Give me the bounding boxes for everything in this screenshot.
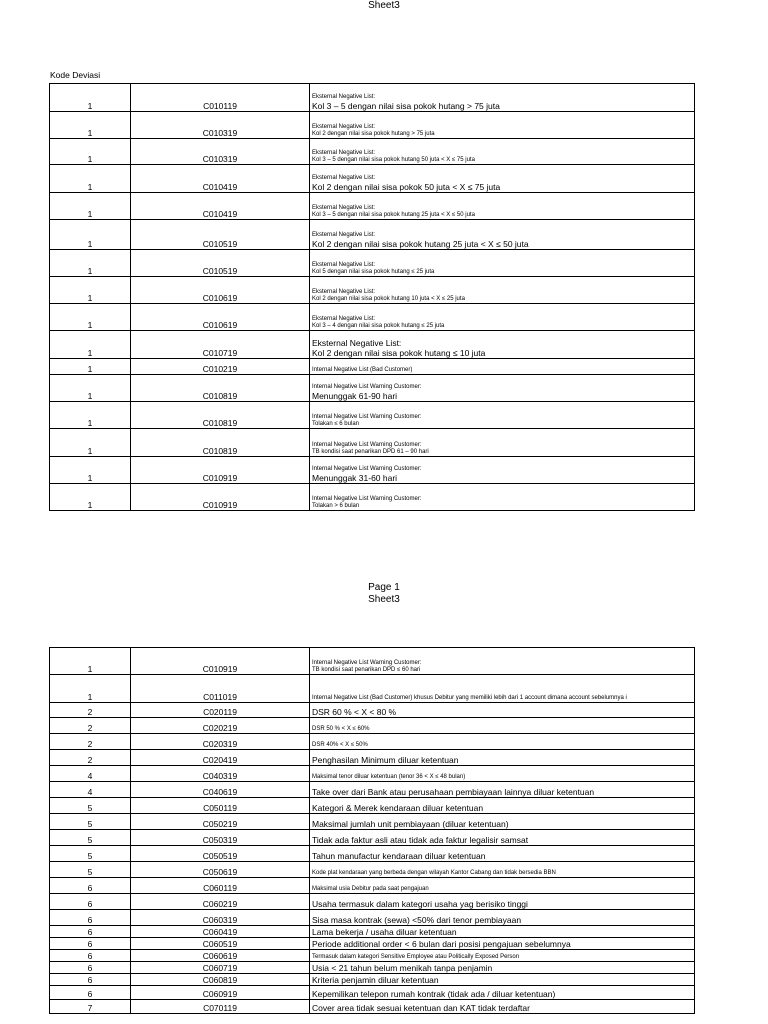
deviation-code-cell: C010519 bbox=[131, 250, 310, 277]
row-number-cell: 6 bbox=[50, 974, 131, 986]
table-row bbox=[50, 798, 695, 814]
table-row bbox=[50, 862, 695, 878]
description-line-1: Eksternal Negative List: bbox=[312, 205, 376, 211]
description-cell bbox=[310, 750, 695, 766]
table-row bbox=[50, 986, 695, 1000]
row-number-cell: 6 bbox=[50, 878, 131, 894]
description-cell bbox=[310, 878, 695, 894]
deviation-code-cell: C060919 bbox=[131, 986, 310, 1000]
row-number-cell: 1 bbox=[50, 304, 131, 331]
description-line-2: Kol 3 – 5 dengan nilai sisa pokok hutang > 75 juta bbox=[312, 101, 500, 111]
description-cell bbox=[310, 950, 695, 962]
row-number-cell: 6 bbox=[50, 894, 131, 910]
description-line-1: Internal Negative List (Bad Customer) bbox=[312, 367, 413, 373]
description-line-1: Periode additional order < 6 bulan dari posisi pengajuan sebelumnya bbox=[312, 939, 571, 949]
deviation-code-cell: C010619 bbox=[131, 277, 310, 304]
table-row bbox=[50, 950, 695, 962]
row-number-cell: 1 bbox=[50, 675, 131, 703]
deviation-code-cell: C010219 bbox=[131, 359, 310, 375]
description-line-1: Internal Negative List Warning Customer: bbox=[312, 660, 422, 666]
description-cell bbox=[310, 734, 695, 750]
table-row bbox=[50, 878, 695, 894]
deviation-code-cell: C010319 bbox=[131, 139, 310, 165]
description-cell bbox=[310, 220, 695, 250]
description-line-1: Internal Negative List Warning Customer: bbox=[312, 384, 422, 390]
row-number-cell: 6 bbox=[50, 938, 131, 950]
description-line-1: Usaha termasuk dalam kategori usaha yag berisiko tinggi bbox=[312, 899, 528, 909]
deviation-code-cell: C050119 bbox=[131, 798, 310, 814]
description-line-1: Internal Negative List Warning Customer: bbox=[312, 442, 422, 448]
deviation-code-cell: C060519 bbox=[131, 938, 310, 950]
table-row bbox=[50, 331, 695, 359]
deviation-code-cell: C060119 bbox=[131, 878, 310, 894]
description-line-1: DSR 40% < X ≤ 50% bbox=[312, 742, 368, 748]
row-number-cell: 1 bbox=[50, 277, 131, 304]
table-row bbox=[50, 402, 695, 429]
row-number-cell: 2 bbox=[50, 750, 131, 766]
deviation-code-cell: C010819 bbox=[131, 402, 310, 429]
row-number-cell: 1 bbox=[50, 165, 131, 193]
description-cell bbox=[310, 484, 695, 511]
row-number-cell: 6 bbox=[50, 962, 131, 974]
description-line-1: Internal Negative List Warning Customer: bbox=[312, 466, 422, 472]
deviation-table-page-1 bbox=[49, 83, 695, 511]
description-line-1: Internal Negative List (Bad Customer) khusus Debitur yang memiliki lebih dari 1 account dimana account sebelumnya i bbox=[312, 695, 627, 701]
table-row bbox=[50, 429, 695, 457]
deviation-code-cell: C010419 bbox=[131, 165, 310, 193]
description-cell bbox=[310, 402, 695, 429]
description-line-1: Eksternal Negative List: bbox=[312, 316, 376, 322]
description-cell bbox=[310, 359, 695, 375]
row-number-cell: 2 bbox=[50, 734, 131, 750]
description-cell bbox=[310, 165, 695, 193]
description-line-2: Kol 2 dengan nilai sisa pokok hutang 25 juta < X ≤ 50 juta bbox=[312, 239, 529, 249]
description-line-2: Kol 5 dengan nilai sisa pokok hutang ≤ 25 juta bbox=[312, 269, 435, 275]
description-cell bbox=[310, 862, 695, 878]
description-line-1: Termasuk dalam kategori Sensitive Employee atau Politically Exposed Person bbox=[312, 954, 520, 960]
row-number-cell: 1 bbox=[50, 220, 131, 250]
table-row bbox=[50, 782, 695, 798]
description-line-1: Kriteria penjamin diluar ketentuan bbox=[312, 975, 439, 985]
description-line-1: DSR 50 % < X ≤ 60% bbox=[312, 726, 370, 732]
table-row bbox=[50, 277, 695, 304]
deviation-code-cell: C010619 bbox=[131, 304, 310, 331]
deviation-code-cell: C060319 bbox=[131, 910, 310, 926]
row-number-cell: 6 bbox=[50, 986, 131, 1000]
deviation-code-cell: C060219 bbox=[131, 894, 310, 910]
description-cell bbox=[310, 830, 695, 846]
deviation-code-cell: C010919 bbox=[131, 457, 310, 484]
table-row bbox=[50, 910, 695, 926]
table-row bbox=[50, 193, 695, 220]
description-cell bbox=[310, 675, 695, 703]
table-row bbox=[50, 750, 695, 766]
sheet-title-2: Sheet3 bbox=[368, 594, 400, 605]
description-line-2: Kol 2 dengan nilai sisa pokok 50 juta < X ≤ 75 juta bbox=[312, 182, 501, 192]
table-row bbox=[50, 846, 695, 862]
description-cell bbox=[310, 375, 695, 402]
deviation-code-cell: C070119 bbox=[131, 1000, 310, 1014]
deviation-code-cell: C010819 bbox=[131, 429, 310, 457]
description-line-1: Usia < 21 tahun belum menikah tanpa penjamin bbox=[312, 963, 493, 973]
deviation-code-cell: C040619 bbox=[131, 782, 310, 798]
deviation-code-cell: C060619 bbox=[131, 950, 310, 962]
description-cell bbox=[310, 112, 695, 139]
description-cell bbox=[310, 766, 695, 782]
deviation-code-cell: C020219 bbox=[131, 718, 310, 734]
deviation-code-cell: C010819 bbox=[131, 375, 310, 402]
row-number-cell: 5 bbox=[50, 814, 131, 830]
table-row bbox=[50, 220, 695, 250]
deviation-code-cell: C050519 bbox=[131, 846, 310, 862]
description-cell bbox=[310, 304, 695, 331]
row-number-cell: 1 bbox=[50, 250, 131, 277]
table-row bbox=[50, 84, 695, 112]
description-cell bbox=[310, 962, 695, 974]
table-row bbox=[50, 830, 695, 846]
description-line-2: Kol 2 dengan nilai sisa pokok hutang > 75 juta bbox=[312, 131, 435, 137]
row-number-cell: 1 bbox=[50, 429, 131, 457]
description-cell bbox=[310, 84, 695, 112]
description-line-1: Tahun manufactur kendaraan diluar ketentuan bbox=[312, 851, 486, 861]
description-line-1: Eksternal Negative List: bbox=[312, 150, 376, 156]
description-line-1: Take over dari Bank atau perusahaan pembiayaan lainnya diluar ketentuan bbox=[312, 787, 595, 797]
table-row bbox=[50, 675, 695, 703]
row-number-cell: 1 bbox=[50, 484, 131, 511]
table-row bbox=[50, 165, 695, 193]
deviation-code-cell: C010919 bbox=[131, 484, 310, 511]
description-line-2: Menunggak 61-90 hari bbox=[312, 391, 398, 401]
description-line-1: Tidak ada faktur asli atau tidak ada faktur legalisir samsat bbox=[312, 835, 529, 845]
row-number-cell: 4 bbox=[50, 766, 131, 782]
description-line-1: DSR 60 % < X < 80 % bbox=[312, 707, 397, 717]
row-number-cell: 5 bbox=[50, 798, 131, 814]
deviation-table-page-2 bbox=[49, 647, 695, 1014]
deviation-code-cell: C010719 bbox=[131, 331, 310, 359]
description-cell bbox=[310, 139, 695, 165]
deviation-code-cell: C010119 bbox=[131, 84, 310, 112]
description-cell bbox=[310, 703, 695, 718]
row-number-cell: 4 bbox=[50, 782, 131, 798]
description-cell bbox=[310, 1000, 695, 1014]
row-number-cell: 5 bbox=[50, 862, 131, 878]
row-number-cell: 1 bbox=[50, 84, 131, 112]
deviation-code-cell: C020319 bbox=[131, 734, 310, 750]
description-line-2: Kol 3 – 4 dengan nilai sisa pokok hutang ≤ 25 juta bbox=[312, 323, 445, 329]
table-row bbox=[50, 139, 695, 165]
description-cell bbox=[310, 974, 695, 986]
description-line-1: Cover area tidak sesuai ketentuan dan KAT tidak terdaftar bbox=[312, 1003, 530, 1013]
description-cell bbox=[310, 277, 695, 304]
deviation-code-cell: C011019 bbox=[131, 675, 310, 703]
description-line-1: Kode plat kendaraan yang berbeda dengan wilayah Kantor Cabang dan tidak bersedia BBN bbox=[312, 870, 556, 876]
table-row bbox=[50, 484, 695, 511]
table-row bbox=[50, 648, 695, 675]
row-number-cell: 1 bbox=[50, 648, 131, 675]
deviation-code-cell: C010319 bbox=[131, 112, 310, 139]
deviation-code-cell: C060419 bbox=[131, 926, 310, 938]
table-row bbox=[50, 926, 695, 938]
description-cell bbox=[310, 648, 695, 675]
description-line-1: Kategori & Merek kendaraan diluar ketentuan bbox=[312, 803, 484, 813]
description-line-1: Lama bekerja / usaha diluar ketentuan bbox=[312, 927, 457, 937]
row-number-cell: 1 bbox=[50, 375, 131, 402]
description-line-1: Eksternal Negative List: bbox=[312, 94, 376, 100]
description-cell bbox=[310, 798, 695, 814]
description-cell bbox=[310, 193, 695, 220]
table-row bbox=[50, 814, 695, 830]
table-row bbox=[50, 962, 695, 974]
description-line-1: Maksimal tenor diluar ketentuan (tenor 36 < X ≤ 48 bulan) bbox=[312, 774, 466, 780]
table-row bbox=[50, 718, 695, 734]
deviation-code-cell: C050219 bbox=[131, 814, 310, 830]
table-row bbox=[50, 250, 695, 277]
deviation-code-cell: C050319 bbox=[131, 830, 310, 846]
description-line-2: Tolakan ≤ 6 bulan bbox=[312, 421, 359, 427]
row-number-cell: 2 bbox=[50, 718, 131, 734]
description-cell bbox=[310, 250, 695, 277]
deviation-code-cell: C010519 bbox=[131, 220, 310, 250]
description-cell bbox=[310, 814, 695, 830]
description-line-2: Kol 3 – 5 dengan nilai sisa pokok hutang 50 juta < X ≤ 75 juta bbox=[312, 157, 475, 163]
deviation-code-cell: C010919 bbox=[131, 648, 310, 675]
description-cell bbox=[310, 331, 695, 359]
row-number-cell: 1 bbox=[50, 112, 131, 139]
row-number-cell: 2 bbox=[50, 703, 131, 718]
description-cell bbox=[310, 718, 695, 734]
description-line-1: Eksternal Negative List: bbox=[312, 338, 402, 348]
table-row bbox=[50, 894, 695, 910]
description-cell bbox=[310, 457, 695, 484]
table-row bbox=[50, 734, 695, 750]
table-row bbox=[50, 974, 695, 986]
description-line-1: Maksimal jumlah unit pembiayaan (diluar ketentuan) bbox=[312, 819, 509, 829]
description-cell bbox=[310, 938, 695, 950]
table-row bbox=[50, 359, 695, 375]
table-row bbox=[50, 938, 695, 950]
table-row bbox=[50, 457, 695, 484]
description-cell bbox=[310, 429, 695, 457]
description-line-1: Eksternal Negative List: bbox=[312, 289, 376, 295]
description-cell bbox=[310, 926, 695, 938]
deviation-code-cell: C060719 bbox=[131, 962, 310, 974]
row-number-cell: 6 bbox=[50, 950, 131, 962]
description-cell bbox=[310, 910, 695, 926]
table-caption: Kode Deviasi bbox=[50, 70, 101, 80]
description-cell bbox=[310, 782, 695, 798]
row-number-cell: 1 bbox=[50, 457, 131, 484]
deviation-code-cell: C040319 bbox=[131, 766, 310, 782]
row-number-cell: 1 bbox=[50, 193, 131, 220]
table-row bbox=[50, 375, 695, 402]
table-row bbox=[50, 766, 695, 782]
table-row bbox=[50, 304, 695, 331]
table-row bbox=[50, 1000, 695, 1014]
page-number: Page 1 bbox=[368, 582, 400, 593]
description-line-1: Eksternal Negative List: bbox=[312, 232, 376, 238]
description-line-2: Kol 2 dengan nilai sisa pokok hutang 10 juta < X ≤ 25 juta bbox=[312, 296, 465, 302]
row-number-cell: 1 bbox=[50, 402, 131, 429]
description-cell bbox=[310, 894, 695, 910]
row-number-cell: 1 bbox=[50, 139, 131, 165]
description-cell bbox=[310, 986, 695, 1000]
description-line-2: Tolakan > 6 bulan bbox=[312, 503, 360, 509]
description-cell bbox=[310, 846, 695, 862]
table-row bbox=[50, 112, 695, 139]
row-number-cell: 5 bbox=[50, 830, 131, 846]
description-line-2: Kol 2 dengan nilai sisa pokok hutang ≤ 10 juta bbox=[312, 348, 486, 358]
deviation-code-cell: C020119 bbox=[131, 703, 310, 718]
row-number-cell: 1 bbox=[50, 331, 131, 359]
description-line-1: Eksternal Negative List: bbox=[312, 175, 376, 181]
table-row bbox=[50, 703, 695, 718]
row-number-cell: 7 bbox=[50, 1000, 131, 1014]
description-line-1: Maksimal usia Debitur pada saat pengajuan bbox=[312, 886, 429, 892]
description-line-2: Kol 3 – 5 dengan nilai sisa pokok hutang 25 juta < X ≤ 50 juta bbox=[312, 212, 475, 218]
row-number-cell: 6 bbox=[50, 910, 131, 926]
deviation-code-cell: C050619 bbox=[131, 862, 310, 878]
description-line-1: Internal Negative List Warning Customer: bbox=[312, 414, 422, 420]
description-line-1: Sisa masa kontrak (sewa) <50% dari tenor pembiayaan bbox=[312, 915, 522, 925]
description-line-2: Menunggak 31-60 hari bbox=[312, 473, 398, 483]
description-line-1: Eksternal Negative List: bbox=[312, 124, 376, 130]
row-number-cell: 1 bbox=[50, 359, 131, 375]
description-line-1: Kepemilikan telepon rumah kontrak (tidak ada / diluar ketentuan) bbox=[312, 989, 556, 999]
deviation-code-cell: C010419 bbox=[131, 193, 310, 220]
description-line-1: Penghasilan Minimum diluar ketentuan bbox=[312, 755, 459, 765]
description-line-2: TB kondisi saat penarikan DPD ≤ 60 hari bbox=[312, 667, 421, 673]
row-number-cell: 5 bbox=[50, 846, 131, 862]
deviation-code-cell: C060819 bbox=[131, 974, 310, 986]
row-number-cell: 6 bbox=[50, 926, 131, 938]
description-line-1: Eksternal Negative List: bbox=[312, 262, 376, 268]
description-line-2: TB kondisi saat penarikan DPD 61 – 90 hari bbox=[312, 449, 429, 455]
description-line-1: Internal Negative List Warning Customer: bbox=[312, 496, 422, 502]
sheet-title: Sheet3 bbox=[368, 0, 400, 11]
deviation-code-cell: C020419 bbox=[131, 750, 310, 766]
